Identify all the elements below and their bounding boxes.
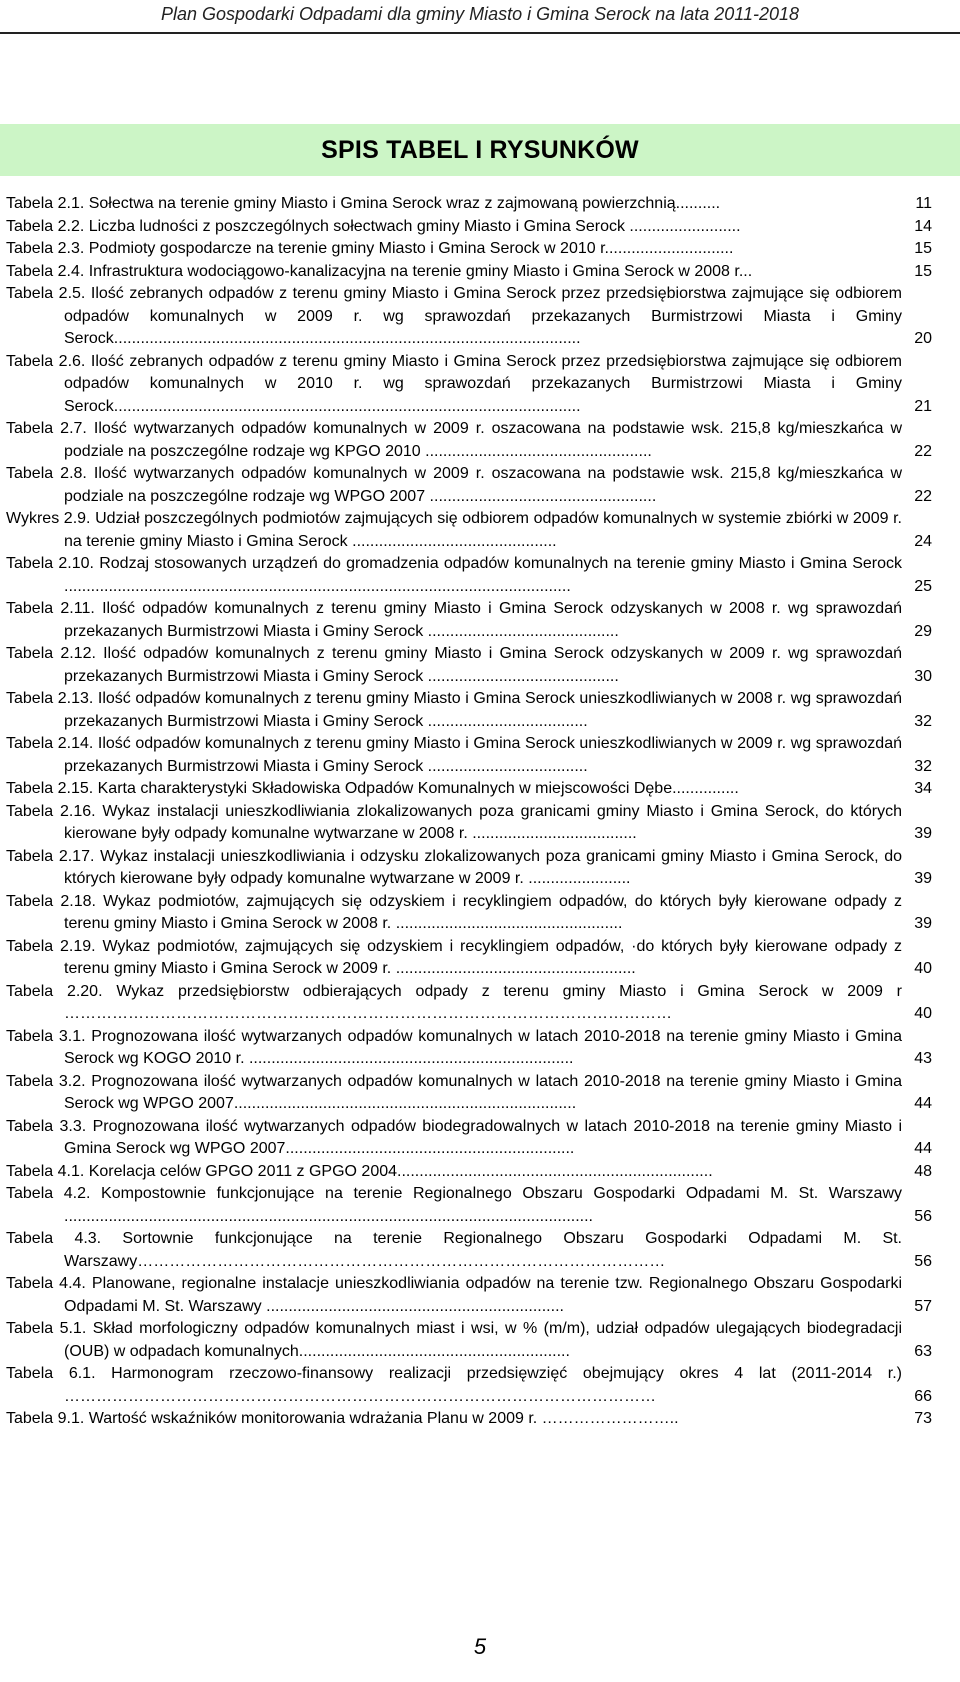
toc-entry-page: 30 — [914, 667, 932, 685]
toc-entry-title: Tabela 2.11. Ilość odpadów komunalnych z terenu gminy Miasto i Gmina Serock odzyskanych w 2008 r. wg sprawozdań przekazanych Burmistrzowi Miasta i Gminy Serock ........................................... — [6, 600, 902, 640]
toc-entry-page: 63 — [914, 1342, 932, 1360]
toc-entry-page: 40 — [914, 960, 932, 977]
toc-entry[interactable] — [6, 643, 932, 688]
toc-entry-page: 44 — [914, 1140, 932, 1157]
toc-entry-title: Tabela 2.14. Ilość odpadów komunalnych z terenu gminy Miasto i Gmina Serock unieszkodliwianych w 2009 r. wg sprawozdań przekazanych Burmistrzowi Miasta i Gminy Serock .................................... — [6, 735, 902, 775]
toc-entry[interactable] — [6, 733, 932, 778]
toc-entry[interactable] — [6, 1363, 932, 1408]
toc-entry-title: Tabela 2.10. Rodzaj stosowanych urządzeń do gromadzenia odpadów komunalnych na terenie gminy Miasto i Gmina Serock .................................................................................................................. — [6, 555, 902, 595]
toc-entry-page: 34 — [914, 780, 932, 797]
toc-entry[interactable] — [6, 283, 932, 351]
toc-entry-page: 15 — [914, 262, 932, 280]
toc-entry-title: Tabela 4.3. Sortownie funkcjonujące na terenie Regionalnego Obszaru Gospodarki Odpadami M. St. Warszawy……………………………………………………………………………………… — [6, 1230, 902, 1270]
toc-entry[interactable] — [6, 598, 932, 643]
toc-entry[interactable] — [6, 553, 932, 598]
toc-entry-title: Tabela 2.17. Wykaz instalacji unieszkodliwiania i odzysku zlokalizowanych poza granicami gminy Miasto i Gmina Serock, do których kierowane były odpady komunalne wytwarzane w 2009 r. ....................... — [6, 847, 902, 887]
toc-entry-title: Wykres 2.9. Udział poszczególnych podmiotów zajmujących się odbiorem odpadów komunalnych w systemie zbiórki w 2009 r. na terenie gminy Miasto i Gmina Serock .............................................. — [6, 510, 902, 550]
toc-entry-title: Tabela 2.8. Ilość wytwarzanych odpadów komunalnych w 2009 r. oszacowana na podstawie wsk. 215,8 kg/mieszkańca w podziale na poszczególne rodzaje wg WPGO 2007 ................................................... — [6, 465, 902, 505]
toc-entry[interactable] — [6, 351, 932, 419]
toc-entry-page: 56 — [914, 1207, 932, 1225]
toc-entry-title: Tabela 4.2. Kompostownie funkcjonujące na terenie Regionalnego Obszaru Gospodarki Odpadami M. St. Warszawy ....................................................................................................................... — [6, 1185, 902, 1225]
toc-entry-title: Tabela 3.3. Prognozowana ilość wytwarzanych odpadów biodegradowalnych w latach 2010-2018 na terenie gminy Miasto i Gmina Serock wg WPGO 2007................................................................. — [6, 1117, 902, 1157]
toc-entry-page: 66 — [914, 1387, 932, 1405]
toc-entry[interactable] — [6, 418, 932, 463]
toc-entry[interactable] — [6, 1408, 932, 1431]
toc-entry-title: Tabela 2.1. Sołectwa na terenie gminy Miasto i Gmina Serock wraz z zajmowaną powierzchnią.......... — [6, 195, 721, 212]
toc-entry[interactable] — [6, 508, 932, 553]
toc-entry-page: 39 — [914, 825, 932, 842]
toc-entry-title: Tabela 2.4. Infrastruktura wodociągowo-kanalizacyjna na terenie gminy Miasto i Gmina Serock w 2008 r... — [6, 262, 753, 280]
toc-entry[interactable] — [6, 1026, 932, 1071]
toc-entry[interactable] — [6, 1273, 932, 1318]
toc-entry-page: 32 — [914, 757, 932, 775]
running-header: Plan Gospodarki Odpadami dla gminy Miasto i Gmina Serock na lata 2011-2018 — [160, 4, 799, 24]
toc-entry-title: Tabela 2.3. Podmioty gospodarcze na terenie gminy Miasto i Gmina Serock w 2010 r............................. — [6, 240, 734, 257]
toc-entry-page: 20 — [914, 330, 932, 347]
toc-entry-page: 22 — [914, 487, 932, 505]
toc-entry[interactable] — [6, 1071, 932, 1116]
toc-entry[interactable] — [6, 1183, 932, 1228]
toc-entry[interactable] — [6, 261, 932, 284]
toc-entry-title: Tabela 2.5. Ilość zebranych odpadów z terenu gminy Miasto i Gmina Serock przez przedsiębiorstwa zajmujące się odbiorem odpadów komunalnych w 2009 r. wg sprawozdań przekazanych Burmistrzowi Miasta i Gminy Serock......................................................................................................... — [6, 285, 902, 347]
toc-entry-page: 24 — [914, 532, 932, 550]
toc-entry-page: 57 — [914, 1297, 932, 1315]
page-number: 5 — [473, 1634, 487, 1659]
table-of-figures-list — [6, 193, 932, 1431]
toc-entry-title: Tabela 2.7. Ilość wytwarzanych odpadów komunalnych w 2009 r. oszacowana na podstawie wsk. 215,8 kg/mieszkańca w podziale na poszczególne rodzaje wg KPGO 2010 ................................................... — [6, 420, 902, 460]
toc-entry-title: Tabela 2.6. Ilość zebranych odpadów z terenu gminy Miasto i Gmina Serock przez przedsiębiorstwa zajmujące się odbiorem odpadów komunalnych w 2010 r. wg sprawozdań przekazanych Burmistrzowi Miasta i Gminy Serock......................................................................................................... — [6, 352, 902, 415]
toc-entry-page: 32 — [914, 712, 932, 730]
toc-entry-title: Tabela 4.1. Korelacja celów GPGO 2011 z GPGO 2004....................................................................... — [6, 1162, 713, 1180]
toc-entry-title: Tabela 2.15. Karta charakterystyki Składowiska Odpadów Komunalnych w miejscowości Dębe............... — [6, 780, 739, 797]
toc-entry-page: 21 — [914, 397, 932, 415]
toc-entry[interactable] — [6, 891, 932, 936]
toc-entry-title: Tabela 6.1. Harmonogram rzeczowo-finansowy realizacji przedsięwzięć obejmujący okres 4 lat (2011-2014 r.) ………………………………………………………………………………………………… — [6, 1365, 902, 1405]
toc-entry-title: Tabela 2.16. Wykaz instalacji unieszkodliwiania zlokalizowanych poza granicami gminy Miasto i Gmina Serock, do których kierowane były odpady komunalne wytwarzane w 2008 r. ..................................... — [6, 802, 902, 842]
toc-entry-title: Tabela 9.1. Wartość wskaźników monitorowania wdrażania Planu w 2009 r. …………………….. — [6, 1410, 679, 1427]
toc-entry-page: 22 — [914, 442, 932, 460]
toc-entry[interactable] — [6, 1161, 932, 1184]
toc-entry-page: 11 — [915, 195, 932, 212]
toc-entry[interactable] — [6, 1318, 932, 1363]
toc-entry[interactable] — [6, 936, 932, 981]
toc-entry-page: 29 — [914, 622, 932, 640]
toc-entry-page: 73 — [914, 1410, 932, 1427]
toc-entry-title: Tabela 3.2. Prognozowana ilość wytwarzanych odpadów komunalnych w latach 2010-2018 na terenie gminy Miasto i Gmina Serock wg WPGO 2007............................................................................. — [6, 1072, 902, 1112]
toc-entry-page: 15 — [914, 240, 932, 257]
page-title: SPIS TABEL I RYSUNKÓW — [321, 136, 639, 164]
toc-entry-title: Tabela 2.19. Wykaz podmiotów, zajmujących się odzyskiem i recyklingiem odpadów, ·do których były kierowane odpady z terenu gminy Miasto i Gmina Serock w 2009 r. ...................................................... — [6, 937, 902, 977]
toc-entry-page: 43 — [914, 1050, 932, 1067]
toc-entry[interactable] — [6, 1116, 932, 1161]
toc-entry[interactable] — [6, 801, 932, 846]
toc-entry-page: 56 — [914, 1252, 932, 1270]
toc-entry-title: Tabela 2.12. Ilość odpadów komunalnych z terenu gminy Miasto i Gmina Serock odzyskanych w 2009 r. wg sprawozdań przekazanych Burmistrzowi Miasta i Gminy Serock ........................................... — [6, 645, 902, 685]
toc-entry-title: Tabela 2.20. Wykaz przedsiębiorstw odbierających odpady z terenu gminy Miasto i Gmina Serock w 2009 r …………………………………………………………………………………………………… — [6, 982, 902, 1022]
toc-entry[interactable] — [6, 778, 932, 801]
toc-entry-page: 40 — [914, 1005, 932, 1022]
toc-entry[interactable] — [6, 688, 932, 733]
toc-entry[interactable] — [6, 846, 932, 891]
toc-entry[interactable] — [6, 463, 932, 508]
toc-entry-title: Tabela 2.18. Wykaz podmiotów, zajmujących się odzyskiem i recyklingiem odpadów, do których były kierowane odpady z terenu gminy Miasto i Gmina Serock w 2008 r. ................................................... — [6, 892, 902, 932]
toc-entry-title: Tabela 4.4. Planowane, regionalne instalacje unieszkodliwiania odpadów na terenie tzw. Regionalnego Obszaru Gospodarki Odpadami M. St. Warszawy ................................................................... — [6, 1275, 902, 1315]
toc-entry[interactable] — [6, 238, 932, 261]
toc-entry-page: 25 — [914, 577, 932, 595]
toc-entry-page: 39 — [914, 870, 932, 887]
toc-entry-title: Tabela 2.2. Liczba ludności z poszczególnych sołectwach gminy Miasto i Gmina Serock ......................... — [6, 217, 741, 235]
toc-entry-page: 39 — [914, 915, 932, 932]
toc-entry[interactable] — [6, 1228, 932, 1273]
toc-entry-page: 14 — [914, 217, 932, 235]
toc-entry-page: 48 — [914, 1162, 932, 1180]
toc-entry-page: 44 — [914, 1095, 932, 1112]
toc-entry-title: Tabela 2.13. Ilość odpadów komunalnych z terenu gminy Miasto i Gmina Serock unieszkodliwianych w 2008 r. wg sprawozdań przekazanych Burmistrzowi Miasta i Gminy Serock .................................... — [6, 690, 902, 730]
toc-entry[interactable] — [6, 216, 932, 239]
toc-entry-title: Tabela 5.1. Skład morfologiczny odpadów komunalnych miast i wsi, w % (m/m), udział odpadów ulegających biodegradacji (OUB) w odpadach komunalnych............................................................. — [6, 1320, 902, 1360]
toc-entry[interactable] — [6, 981, 932, 1026]
toc-entry[interactable] — [6, 193, 932, 216]
toc-entry-title: Tabela 3.1. Prognozowana ilość wytwarzanych odpadów komunalnych w latach 2010-2018 na terenie gminy Miasto i Gmina Serock wg KOGO 2010 r. ......................................................................... — [6, 1027, 902, 1067]
header-rule — [0, 32, 960, 34]
